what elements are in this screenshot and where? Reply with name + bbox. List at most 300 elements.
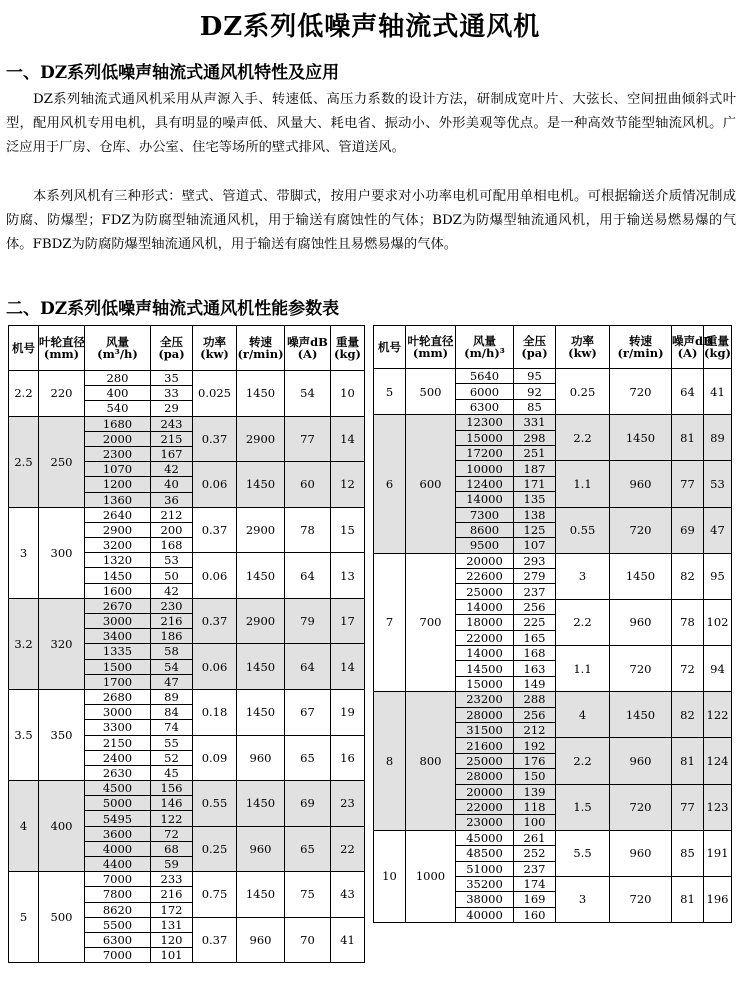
total-pressure-cell: 230 (151, 598, 193, 613)
air-volume-cell: 2150 (85, 735, 151, 750)
speed-cell: 1450 (237, 689, 285, 735)
total-pressure-cell: 237 (514, 861, 556, 876)
table-row (9, 689, 365, 704)
total-pressure-cell: 95 (514, 369, 556, 384)
air-volume-cell: 8620 (85, 902, 151, 917)
air-volume-cell: 20000 (456, 784, 514, 799)
total-pressure-cell: 165 (514, 630, 556, 645)
power-cell: 0.37 (193, 416, 237, 462)
air-volume-cell: 12300 (456, 415, 514, 430)
weight-cell: 22 (331, 826, 365, 872)
weight-cell: 95 (704, 553, 732, 599)
total-pressure-cell: 107 (514, 538, 556, 553)
noise-cell: 64 (672, 369, 704, 415)
air-volume-cell: 2670 (85, 598, 151, 613)
column-header: 全压 (pa) (151, 326, 193, 371)
air-volume-cell: 9500 (456, 538, 514, 553)
weight-cell: 19 (331, 689, 365, 735)
air-volume-cell: 2400 (85, 750, 151, 765)
column-header: 转速 (r/min) (237, 326, 285, 371)
column-header: 转速 (r/min) (610, 326, 672, 369)
total-pressure-cell: 92 (514, 384, 556, 399)
power-cell: 3 (556, 553, 610, 599)
speed-cell: 2900 (237, 507, 285, 553)
noise-cell: 69 (672, 507, 704, 553)
total-pressure-cell: 212 (151, 507, 193, 522)
speed-cell: 960 (237, 735, 285, 781)
noise-cell: 82 (672, 692, 704, 738)
noise-cell: 78 (285, 507, 331, 553)
weight-cell: 191 (704, 830, 732, 876)
power-cell: 0.75 (193, 872, 237, 918)
section-heading-parameters: 二、DZ系列低噪声轴流式通风机性能参数表 (6, 299, 340, 319)
noise-cell: 81 (672, 738, 704, 784)
air-volume-cell: 280 (85, 371, 151, 386)
speed-cell: 1450 (237, 371, 285, 417)
total-pressure-cell: 74 (151, 720, 193, 735)
weight-cell: 94 (704, 646, 732, 692)
total-pressure-cell: 160 (514, 907, 556, 922)
total-pressure-cell: 125 (514, 522, 556, 537)
noise-cell: 69 (285, 781, 331, 827)
total-pressure-cell: 192 (514, 738, 556, 753)
total-pressure-cell: 101 (151, 948, 193, 963)
air-volume-cell: 14000 (456, 646, 514, 661)
speed-cell: 960 (237, 826, 285, 872)
model-number-cell: 5 (9, 872, 39, 963)
model-number-cell: 3.2 (9, 598, 39, 689)
total-pressure-cell: 156 (151, 781, 193, 796)
air-volume-cell: 4400 (85, 857, 151, 872)
air-volume-cell: 7000 (85, 948, 151, 963)
total-pressure-cell: 288 (514, 692, 556, 707)
model-number-cell: 6 (374, 415, 406, 554)
speed-cell: 960 (610, 599, 672, 645)
air-volume-cell: 2640 (85, 507, 151, 522)
power-cell: 0.37 (193, 598, 237, 644)
impeller-diameter-cell: 300 (39, 507, 85, 598)
impeller-diameter-cell: 220 (39, 371, 85, 417)
table-row (9, 872, 365, 887)
total-pressure-cell: 36 (151, 492, 193, 507)
table-row (9, 781, 365, 796)
air-volume-cell: 20000 (456, 553, 514, 568)
air-volume-cell: 25000 (456, 584, 514, 599)
weight-cell: 53 (704, 461, 732, 507)
air-volume-cell: 6300 (85, 932, 151, 947)
power-cell: 1.5 (556, 784, 610, 830)
power-cell: 0.025 (193, 371, 237, 417)
total-pressure-cell: 216 (151, 614, 193, 629)
air-volume-cell: 15000 (456, 430, 514, 445)
air-volume-cell: 400 (85, 386, 151, 401)
air-volume-cell: 4000 (85, 841, 151, 856)
total-pressure-cell: 279 (514, 569, 556, 584)
air-volume-cell: 3300 (85, 720, 151, 735)
total-pressure-cell: 251 (514, 445, 556, 460)
model-number-cell: 3 (9, 507, 39, 598)
total-pressure-cell: 135 (514, 492, 556, 507)
weight-cell: 123 (704, 784, 732, 830)
air-volume-cell: 28000 (456, 707, 514, 722)
air-volume-cell: 2900 (85, 522, 151, 537)
total-pressure-cell: 50 (151, 568, 193, 583)
column-header: 叶轮直径 (mm) (39, 326, 85, 371)
air-volume-cell: 3000 (85, 705, 151, 720)
model-number-cell: 2.5 (9, 416, 39, 507)
total-pressure-cell: 331 (514, 415, 556, 430)
air-volume-cell: 1335 (85, 644, 151, 659)
impeller-diameter-cell: 400 (39, 781, 85, 872)
weight-cell: 89 (704, 415, 732, 461)
air-volume-cell: 31500 (456, 722, 514, 737)
impeller-diameter-cell: 250 (39, 416, 85, 507)
air-volume-cell: 7800 (85, 887, 151, 902)
table-row (374, 369, 732, 384)
total-pressure-cell: 225 (514, 615, 556, 630)
speed-cell: 2900 (237, 416, 285, 462)
power-cell: 1.1 (556, 461, 610, 507)
air-volume-cell: 14000 (456, 492, 514, 507)
noise-cell: 60 (285, 462, 331, 508)
speed-cell: 960 (610, 461, 672, 507)
speed-cell: 1450 (237, 872, 285, 918)
total-pressure-cell: 72 (151, 826, 193, 841)
total-pressure-cell: 216 (151, 887, 193, 902)
power-cell: 0.55 (193, 781, 237, 827)
table-row (374, 415, 732, 430)
power-cell: 3 (556, 876, 610, 922)
air-volume-cell: 21600 (456, 738, 514, 753)
air-volume-cell: 2000 (85, 431, 151, 446)
total-pressure-cell: 35 (151, 371, 193, 386)
air-volume-cell: 25000 (456, 753, 514, 768)
weight-cell: 16 (331, 735, 365, 781)
weight-cell: 12 (331, 462, 365, 508)
table-row (9, 416, 365, 431)
total-pressure-cell: 261 (514, 830, 556, 845)
air-volume-cell: 23000 (456, 815, 514, 830)
total-pressure-cell: 169 (514, 892, 556, 907)
noise-cell: 78 (672, 599, 704, 645)
total-pressure-cell: 100 (514, 815, 556, 830)
power-cell: 0.25 (556, 369, 610, 415)
air-volume-cell: 51000 (456, 861, 514, 876)
power-cell: 1.1 (556, 646, 610, 692)
model-number-cell: 7 (374, 553, 406, 692)
air-volume-cell: 40000 (456, 907, 514, 922)
paragraph-description: DZ系列轴流式通风机采用从声源入手、转速低、高压力系数的设计方法，研制成宽叶片、大弦长、空间扭曲倾斜式叶型，配用风机专用电机，具有明显的噪声低、风量大、耗电省、振动小、外形美观等优点。是一种高效节能型轴流风机。广泛应用于厂房、仓库、办公室、住宅等场所的壁式排风、管道送风。 (6, 92, 736, 155)
power-cell: 0.06 (193, 462, 237, 508)
table-row (374, 830, 732, 845)
noise-cell: 77 (672, 461, 704, 507)
model-number-cell: 5 (374, 369, 406, 415)
column-header: 机号 (9, 326, 39, 371)
total-pressure-cell: 59 (151, 857, 193, 872)
column-header: 噪声dB (A) (672, 326, 704, 369)
total-pressure-cell: 146 (151, 796, 193, 811)
power-cell: 4 (556, 692, 610, 738)
total-pressure-cell: 174 (514, 876, 556, 891)
air-volume-cell: 28000 (456, 769, 514, 784)
total-pressure-cell: 45 (151, 765, 193, 780)
weight-cell: 124 (704, 738, 732, 784)
noise-cell: 70 (285, 917, 331, 963)
total-pressure-cell: 53 (151, 553, 193, 568)
power-cell: 0.06 (193, 644, 237, 690)
noise-cell: 64 (285, 644, 331, 690)
table-header-row (374, 326, 732, 369)
air-volume-cell: 2300 (85, 446, 151, 461)
air-volume-cell: 1700 (85, 674, 151, 689)
power-cell: 0.55 (556, 507, 610, 553)
noise-cell: 65 (285, 735, 331, 781)
total-pressure-cell: 122 (151, 811, 193, 826)
table-row (374, 553, 732, 568)
air-volume-cell: 2630 (85, 765, 151, 780)
column-header: 叶轮直径 (mm) (406, 326, 456, 369)
paragraph-types: 本系列风机有三种形式：壁式、管道式、带脚式，按用户要求对小功率电机可配用单相电机。可根据输送介质情况制成防腐、防爆型；FDZ为防腐型轴流通风机，用于输送有腐蚀性的气体；BDZ为防爆型轴流通风机，用于输送易燃易爆的气体。FBDZ为防腐防爆型轴流通风机，用于输送有腐蚀性且易燃易爆的气体。 (6, 189, 736, 252)
air-volume-cell: 4500 (85, 781, 151, 796)
speed-cell: 2900 (237, 598, 285, 644)
noise-cell: 81 (672, 876, 704, 922)
speed-cell: 1450 (237, 781, 285, 827)
total-pressure-cell: 168 (514, 646, 556, 661)
air-volume-cell: 15000 (456, 676, 514, 691)
air-volume-cell: 48500 (456, 846, 514, 861)
air-volume-cell: 1070 (85, 462, 151, 477)
power-cell: 0.09 (193, 735, 237, 781)
weight-cell: 13 (331, 553, 365, 599)
weight-cell: 196 (704, 876, 732, 922)
speed-cell: 960 (610, 738, 672, 784)
air-volume-cell: 5000 (85, 796, 151, 811)
parameter-table-right (373, 325, 732, 923)
total-pressure-cell: 42 (151, 583, 193, 598)
total-pressure-cell: 293 (514, 553, 556, 568)
total-pressure-cell: 233 (151, 872, 193, 887)
column-header: 全压 (pa) (514, 326, 556, 369)
air-volume-cell: 3600 (85, 826, 151, 841)
speed-cell: 720 (610, 784, 672, 830)
air-volume-cell: 1320 (85, 553, 151, 568)
weight-cell: 43 (331, 872, 365, 918)
total-pressure-cell: 171 (514, 476, 556, 491)
total-pressure-cell: 84 (151, 705, 193, 720)
air-volume-cell: 35200 (456, 876, 514, 891)
air-volume-cell: 2680 (85, 689, 151, 704)
power-cell: 5.5 (556, 830, 610, 876)
parameter-table-left (8, 325, 365, 963)
total-pressure-cell: 168 (151, 538, 193, 553)
section-heading-features: 一、DZ系列低噪声轴流式通风机特性及应用 (6, 63, 340, 83)
air-volume-cell: 8600 (456, 522, 514, 537)
impeller-diameter-cell: 700 (406, 553, 456, 692)
noise-cell: 85 (672, 830, 704, 876)
weight-cell: 23 (331, 781, 365, 827)
noise-cell: 72 (672, 646, 704, 692)
power-cell: 2.2 (556, 599, 610, 645)
air-volume-cell: 5640 (456, 369, 514, 384)
weight-cell: 41 (331, 917, 365, 963)
air-volume-cell: 45000 (456, 830, 514, 845)
air-volume-cell: 7000 (85, 872, 151, 887)
table-row (374, 692, 732, 707)
air-volume-cell: 1500 (85, 659, 151, 674)
total-pressure-cell: 52 (151, 750, 193, 765)
total-pressure-cell: 120 (151, 932, 193, 947)
weight-cell: 102 (704, 599, 732, 645)
air-volume-cell: 3200 (85, 538, 151, 553)
total-pressure-cell: 212 (514, 722, 556, 737)
weight-cell: 15 (331, 507, 365, 553)
impeller-diameter-cell: 320 (39, 598, 85, 689)
impeller-diameter-cell: 800 (406, 692, 456, 831)
column-header: 功率 (kw) (193, 326, 237, 371)
speed-cell: 720 (610, 507, 672, 553)
noise-cell: 67 (285, 689, 331, 735)
total-pressure-cell: 172 (151, 902, 193, 917)
power-cell: 2.2 (556, 738, 610, 784)
total-pressure-cell: 58 (151, 644, 193, 659)
weight-cell: 122 (704, 692, 732, 738)
total-pressure-cell: 187 (514, 461, 556, 476)
speed-cell: 720 (610, 646, 672, 692)
noise-cell: 75 (285, 872, 331, 918)
noise-cell: 77 (672, 784, 704, 830)
impeller-diameter-cell: 1000 (406, 830, 456, 922)
total-pressure-cell: 55 (151, 735, 193, 750)
power-cell: 0.25 (193, 826, 237, 872)
noise-cell: 54 (285, 371, 331, 417)
total-pressure-cell: 68 (151, 841, 193, 856)
speed-cell: 1450 (237, 644, 285, 690)
total-pressure-cell: 42 (151, 462, 193, 477)
speed-cell: 960 (237, 917, 285, 963)
total-pressure-cell: 237 (514, 584, 556, 599)
total-pressure-cell: 47 (151, 674, 193, 689)
column-header: 机号 (374, 326, 406, 369)
speed-cell: 720 (610, 369, 672, 415)
air-volume-cell: 22000 (456, 799, 514, 814)
column-header: 风量 (m/h)³ (456, 326, 514, 369)
total-pressure-cell: 33 (151, 386, 193, 401)
noise-cell: 65 (285, 826, 331, 872)
table-row (9, 507, 365, 522)
air-volume-cell: 22000 (456, 630, 514, 645)
model-number-cell: 4 (9, 781, 39, 872)
model-number-cell: 3.5 (9, 689, 39, 780)
total-pressure-cell: 29 (151, 401, 193, 416)
air-volume-cell: 3000 (85, 614, 151, 629)
air-volume-cell: 6000 (456, 384, 514, 399)
model-number-cell: 8 (374, 692, 406, 831)
total-pressure-cell: 252 (514, 846, 556, 861)
page-title: DZ系列低噪声轴流式通风机 (199, 12, 541, 42)
air-volume-cell: 3400 (85, 629, 151, 644)
total-pressure-cell: 118 (514, 799, 556, 814)
weight-cell: 14 (331, 644, 365, 690)
impeller-diameter-cell: 600 (406, 415, 456, 554)
total-pressure-cell: 40 (151, 477, 193, 492)
total-pressure-cell: 85 (514, 399, 556, 414)
air-volume-cell: 22600 (456, 569, 514, 584)
column-header: 功率 (kw) (556, 326, 610, 369)
air-volume-cell: 18000 (456, 615, 514, 630)
weight-cell: 47 (704, 507, 732, 553)
air-volume-cell: 5495 (85, 811, 151, 826)
weight-cell: 17 (331, 598, 365, 644)
power-cell: 2.2 (556, 415, 610, 461)
air-volume-cell: 5500 (85, 917, 151, 932)
air-volume-cell: 1450 (85, 568, 151, 583)
impeller-diameter-cell: 500 (406, 369, 456, 415)
speed-cell: 960 (610, 830, 672, 876)
total-pressure-cell: 131 (151, 917, 193, 932)
air-volume-cell: 17200 (456, 445, 514, 460)
speed-cell: 1450 (610, 553, 672, 599)
power-cell: 0.18 (193, 689, 237, 735)
air-volume-cell: 540 (85, 401, 151, 416)
weight-cell: 41 (704, 369, 732, 415)
noise-cell: 64 (285, 553, 331, 599)
total-pressure-cell: 243 (151, 416, 193, 431)
noise-cell: 77 (285, 416, 331, 462)
air-volume-cell: 1600 (85, 583, 151, 598)
total-pressure-cell: 89 (151, 689, 193, 704)
speed-cell: 1450 (237, 462, 285, 508)
air-volume-cell: 7300 (456, 507, 514, 522)
impeller-diameter-cell: 350 (39, 689, 85, 780)
total-pressure-cell: 256 (514, 707, 556, 722)
air-volume-cell: 1680 (85, 416, 151, 431)
total-pressure-cell: 163 (514, 661, 556, 676)
air-volume-cell: 12400 (456, 476, 514, 491)
total-pressure-cell: 54 (151, 659, 193, 674)
total-pressure-cell: 215 (151, 431, 193, 446)
power-cell: 0.37 (193, 917, 237, 963)
air-volume-cell: 23200 (456, 692, 514, 707)
air-volume-cell: 14500 (456, 661, 514, 676)
noise-cell: 82 (672, 553, 704, 599)
speed-cell: 1450 (610, 692, 672, 738)
total-pressure-cell: 186 (151, 629, 193, 644)
speed-cell: 1450 (237, 553, 285, 599)
weight-cell: 10 (331, 371, 365, 417)
impeller-diameter-cell: 500 (39, 872, 85, 963)
power-cell: 0.06 (193, 553, 237, 599)
air-volume-cell: 1360 (85, 492, 151, 507)
speed-cell: 1450 (610, 415, 672, 461)
total-pressure-cell: 138 (514, 507, 556, 522)
total-pressure-cell: 256 (514, 599, 556, 614)
total-pressure-cell: 139 (514, 784, 556, 799)
total-pressure-cell: 200 (151, 522, 193, 537)
air-volume-cell: 38000 (456, 892, 514, 907)
noise-cell: 79 (285, 598, 331, 644)
noise-cell: 81 (672, 415, 704, 461)
speed-cell: 720 (610, 876, 672, 922)
model-number-cell: 10 (374, 830, 406, 922)
air-volume-cell: 6300 (456, 399, 514, 414)
table-row (9, 598, 365, 613)
total-pressure-cell: 149 (514, 676, 556, 691)
table-header-row (9, 326, 365, 371)
air-volume-cell: 10000 (456, 461, 514, 476)
power-cell: 0.37 (193, 507, 237, 553)
total-pressure-cell: 150 (514, 769, 556, 784)
column-header: 风量 (m³/h) (85, 326, 151, 371)
